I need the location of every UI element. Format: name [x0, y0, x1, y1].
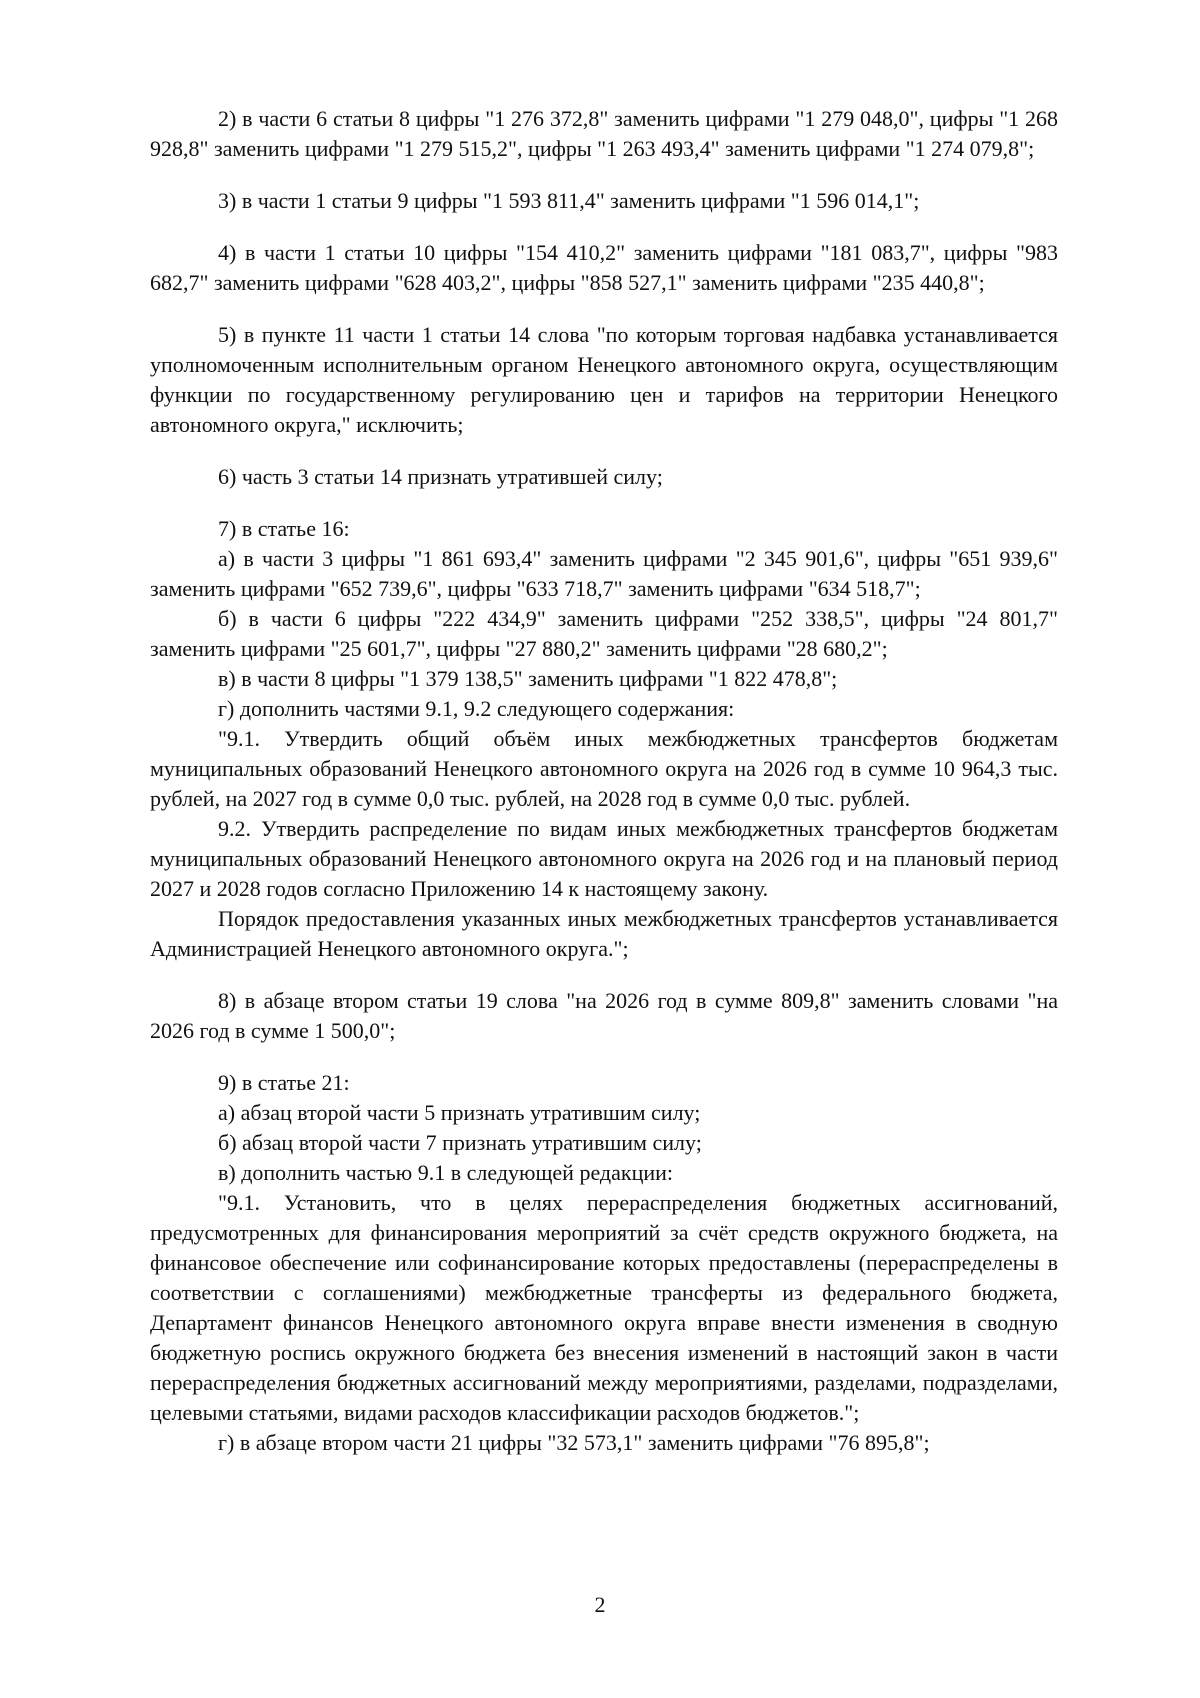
- paragraph: б) в части 6 цифры "222 434,9" заменить цифрами "252 338,5", цифры "24 801,7" заменить цифрами "25 601,7", цифры "27 880,2" заменить цифрами "28 680,2";: [150, 606, 1058, 661]
- paragraph: "9.1. Установить, что в целях перераспределения бюджетных ассигнований, предусмотренных для финансирования мероприятий за счёт средств окружного бюджета, на финансовое обеспечение или софинансирование которых предоставлены (перераспределены в соответствии с соглашениями) межбюджетные трансферты из федерального бюджета, Департамент финансов Ненецкого автономного округа вправе внести изменения в сводную бюджетную роспись окружного бюджета без внесения изменений в настоящий закон в части перераспределения бюджетных ассигнований между мероприятиями, разделами, подразделами, целевыми статьями, видами расходов классификации расходов бюджетов.";: [150, 1190, 1058, 1425]
- paragraph: 9) в статье 21:: [218, 1070, 350, 1095]
- paragraph: Порядок предоставления указанных иных межбюджетных трансфертов устанавливается Администрацией Ненецкого автономного округа.";: [150, 906, 1058, 961]
- paragraph: 7) в статье 16:: [218, 516, 350, 541]
- page-number: 2: [594, 1592, 606, 1617]
- paragraph: в) дополнить частью 9.1 в следующей редакции:: [218, 1160, 674, 1185]
- document-body: [150, 104, 1058, 1458]
- paragraph: 8) в абзаце втором статьи 19 слова "на 2026 год в сумме 809,8" заменить словами "на 2026 год в сумме 1 500,0";: [150, 988, 1058, 1043]
- paragraph: 6) часть 3 статьи 14 признать утратившей силу;: [218, 464, 663, 489]
- paragraph: г) в абзаце втором части 21 цифры "32 573,1" заменить цифрами "76 895,8";: [218, 1430, 930, 1455]
- paragraph: б) абзац второй части 7 признать утратившим силу;: [218, 1130, 702, 1155]
- paragraph: а) абзац второй части 5 признать утратившим силу;: [218, 1100, 701, 1125]
- paragraph: 9.2. Утвердить распределение по видам иных межбюджетных трансфертов бюджетам муниципальных образований Ненецкого автономного округа на 2026 год и на плановый период 2027 и 2028 годов согласно Приложению 14 к настоящему закону.: [150, 816, 1058, 901]
- paragraph: 3) в части 1 статьи 9 цифры "1 593 811,4" заменить цифрами "1 596 014,1";: [218, 188, 920, 213]
- paragraph: 4) в части 1 статьи 10 цифры "154 410,2" заменить цифрами "181 083,7", цифры "983 682,7" заменить цифрами "628 403,2", цифры "858 527,1" заменить цифрами "235 440,8";: [150, 240, 1058, 295]
- paragraph: 5) в пункте 11 части 1 статьи 14 слова "по которым торговая надбавка устанавливается уполномоченным исполнительным органом Ненецкого автономного округа, осуществляющим функции по государственному регулированию цен и тарифов на территории Ненецкого автономного округа," исключить;: [150, 322, 1058, 437]
- paragraph: "9.1. Утвердить общий объём иных межбюджетных трансфертов бюджетам муниципальных образований Ненецкого автономного округа на 2026 год в сумме 10 964,3 тыс. рублей, на 2027 год в сумме 0,0 тыс. рублей, на 2028 год в сумме 0,0 тыс. рублей.: [150, 726, 1058, 811]
- paragraph: в) в части 8 цифры "1 379 138,5" заменить цифрами "1 822 478,8";: [218, 666, 838, 691]
- paragraph: а) в части 3 цифры "1 861 693,4" заменить цифрами "2 345 901,6", цифры "651 939,6" заменить цифрами "652 739,6", цифры "633 718,7" заменить цифрами "634 518,7";: [150, 546, 1058, 601]
- paragraph: 2) в части 6 статьи 8 цифры "1 276 372,8" заменить цифрами "1 279 048,0", цифры "1 268 928,8" заменить цифрами "1 279 515,2", цифры "1 263 493,4" заменить цифрами "1 274 079,8";: [150, 106, 1058, 161]
- paragraph: г) дополнить частями 9.1, 9.2 следующего содержания:: [218, 696, 735, 721]
